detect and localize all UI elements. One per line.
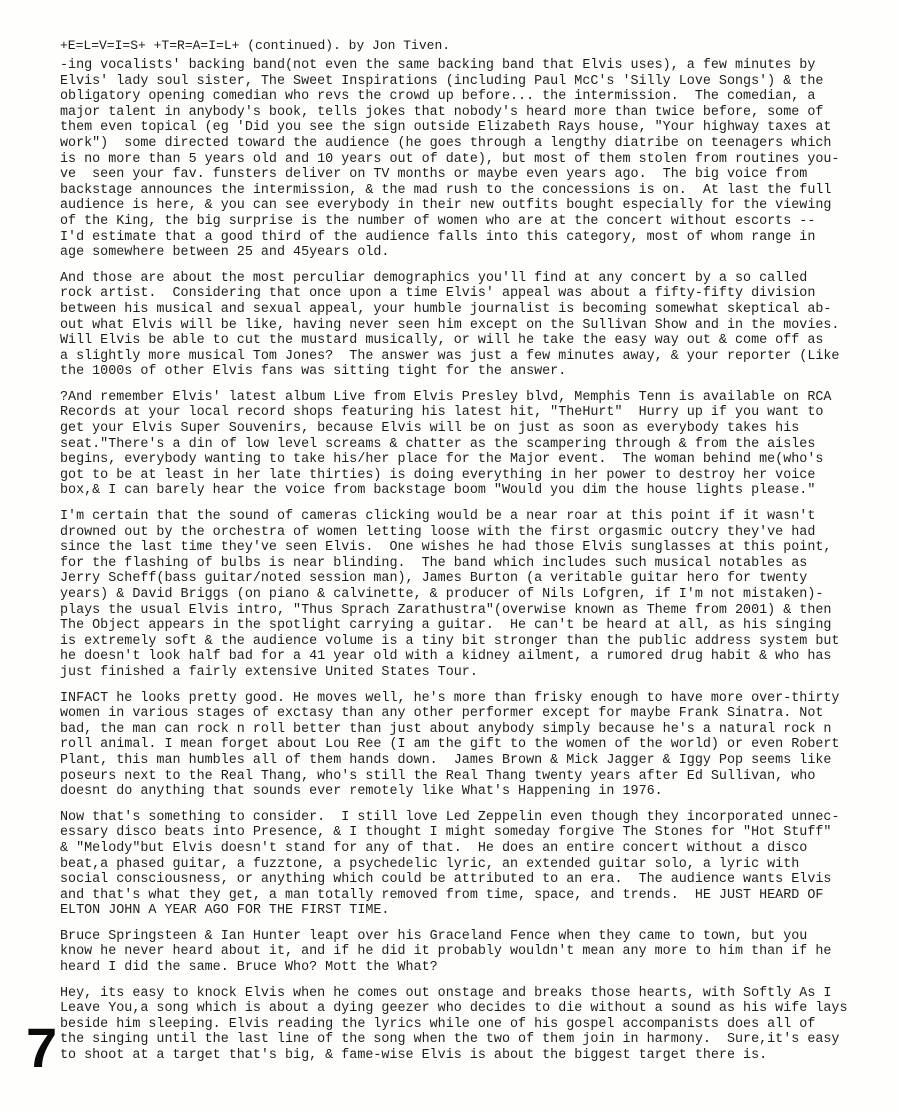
- article-paragraph: [60, 929, 840, 976]
- text-line: social consciousness, or anything which could be attributed to an era. The audience wants Elvis: [60, 872, 832, 888]
- text-line: women in various stages of exctasy than any other performer except for maybe Frank Sinatra. Not: [60, 706, 824, 722]
- text-line: Records at your local record shops featuring his latest hit, "TheHurt" Hurry up if you want to: [60, 405, 824, 421]
- text-line: I'm certain that the sound of cameras clicking would be a near roar at this point if it wasn't: [60, 509, 816, 525]
- text-line: audience is here, & you can see everybody in their new outfits bought especially for the viewing: [60, 198, 832, 214]
- text-line: them even topical (eg 'Did you see the sign outside Elizabeth Rays house, "Your highway taxes at: [60, 120, 832, 136]
- text-line: is extremely soft & the audience volume is a tiny bit stronger than the public address system but: [60, 633, 840, 649]
- text-line: to shoot at a target that's big, & fame-wise Elvis is about the biggest target there is.: [60, 1048, 768, 1064]
- text-line: he doesn't look half bad for a 41 year old with a kidney ailment, a rumored drug habit & who has: [60, 649, 832, 665]
- text-line: for the flashing of bulbs is near blinding. The band which includes such musical notables as: [60, 555, 808, 571]
- text-line: begins, everybody wanting to take his/her place for the Major event. The woman behind me(who's: [60, 452, 824, 468]
- text-line: obligatory opening comedian who revs the crowd up before... the intermission. The comedian, a: [60, 89, 816, 105]
- text-line: and that's what they get, a man totally removed from time, space, and trends. HE JUST HEARD OF: [60, 887, 824, 903]
- text-line: beside him sleeping. Elvis reading the lyrics while one of his gospel accompanists does all of: [60, 1016, 816, 1032]
- text-line: Will Elvis be able to cut the mustard musically, or will he take the easy way out & come off as: [60, 333, 824, 349]
- text-line: doesnt do anything that sounds ever remotely like What's Happening in 1976.: [60, 784, 663, 800]
- text-line: out what Elvis will be like, having never seen him except on the Sullivan Show and in the movies.: [60, 317, 840, 333]
- text-line: Jerry Scheff(bass guitar/noted session man), James Burton (a veritable guitar hero for twenty: [60, 571, 808, 587]
- article-paragraph: [60, 691, 840, 800]
- text-line: rock artist. Considering that once upon a time Elvis' appeal was about a fifty-fifty division: [60, 286, 816, 302]
- text-line: major talent in anybody's book, tells jokes that nobody's heard more than twice before, some of: [60, 104, 824, 120]
- article-paragraph: [60, 810, 840, 919]
- text-line: ELTON JOHN A YEAR AGO FOR THE FIRST TIME.: [60, 903, 390, 919]
- text-line: years) & David Briggs (on piano & calvinette, & producer of Nils Lofgren, if I'm not mistaken)-: [60, 587, 824, 602]
- text-line: Bruce Springsteen & Ian Hunter leapt over his Graceland Fence when they came to town, but you: [60, 928, 808, 944]
- text-line: essary disco beats into Presence, & I thought I might someday forgive The Stones for "Hot Stuff": [60, 825, 832, 841]
- text-line: just finished a fairly extensive United States Tour.: [60, 664, 478, 680]
- text-line: box,& I can barely hear the voice from backstage boom "Would you dim the house lights please.": [60, 483, 816, 499]
- text-line: beat,a phased guitar, a fuzztone, a psychedelic lyric, an extended guitar solo, a lyric with: [60, 856, 800, 872]
- text-line: ?And remember Elvis' latest album Live from Elvis Presley blvd, Memphis Tenn is available on RCA: [60, 389, 832, 405]
- text-line: poseurs next to the Real Thang, who's still the Real Thang twenty years after Ed Sullivan, who: [60, 768, 816, 784]
- text-line: Elvis' lady soul sister, The Sweet Inspirations (including Paul McC's 'Silly Love Songs') & the: [60, 73, 824, 89]
- text-line: a slightly more musical Tom Jones? The answer was just a few minutes away, & your reporter (Like: [60, 348, 840, 364]
- text-line: the 1000s of other Elvis fans was sitting tight for the answer.: [60, 364, 567, 380]
- text-line: get your Elvis Super Souvenirs, because Elvis will be on just as soon as everybody takes his: [60, 421, 800, 437]
- text-line: is no more than 5 years old and 10 years out of date), but most of them stolen from routines you-: [60, 151, 840, 167]
- text-line: since the last time they've seen Elvis. One wishes he had those Elvis sunglasses at this point,: [60, 540, 832, 556]
- article-paragraph: [60, 58, 840, 261]
- text-line: And those are about the most perculiar demographics you'll find at any concert by a so called: [60, 270, 808, 286]
- article-body: [60, 58, 848, 1074]
- text-line: & "Melody"but Elvis doesn't stand for any of that. He does an entire concert without a disco: [60, 840, 808, 856]
- text-line: INFACT he looks pretty good. He moves well, he's more than frisky enough to have more over-thirty: [60, 690, 840, 706]
- text-line: heard I did the same. Bruce Who? Mott the What?: [60, 960, 438, 976]
- article-paragraph: [60, 390, 840, 499]
- text-line: bad, the man can rock n roll better than just about anybody simply because he's a natural rock n: [60, 721, 832, 737]
- text-line: seat."There's a din of low level screams & chatter as the scampering through & from the aisles: [60, 436, 816, 452]
- text-line: Hey, its easy to knock Elvis when he comes out onstage and breaks those hearts, with Softly As I: [60, 985, 832, 1001]
- text-line: Plant, this man humbles all of them hands down. James Brown & Mick Jagger & Iggy Pop seems like: [60, 752, 832, 768]
- text-line: work") some directed toward the audience (he goes through a lengthy diatribe on teenagers which: [60, 135, 832, 151]
- text-line: Leave You,a song which is about a dying geezer who decides to die without a sound as his wife lays: [60, 1001, 848, 1017]
- text-line: backstage announces the intermission, & the mad rush to the concessions is on. At last the full: [60, 182, 832, 198]
- article-header: +E=L=V=I=S+ +T=R=A=I=L+ (continued). by Jon Tiven.: [60, 38, 451, 53]
- text-line: The Object appears in the spotlight carrying a guitar. He can't be heard at all, as his singing: [60, 618, 832, 634]
- text-line: between his musical and sexual appeal, your humble journalist is becoming somewhat skeptical ab-: [60, 301, 832, 317]
- text-line: Now that's something to consider. I still love Led Zeppelin even though they incorporated unnec-: [60, 809, 840, 825]
- text-line: I'd estimate that a good third of the audience falls into this category, most of whom range in: [60, 229, 816, 245]
- text-line: know he never heard about it, and if he did it probably wouldn't mean any more to him than if he: [60, 944, 832, 960]
- text-line: got to be at least in her late thirties) is doing everything in her power to destroy her voice: [60, 467, 816, 483]
- article-paragraph: [60, 985, 848, 1064]
- article-paragraph: [60, 509, 840, 681]
- text-line: ve seen your fav. funsters deliver on TV months or maybe even years ago. The big voice from: [60, 167, 808, 183]
- text-line: -ing vocalists' backing band(not even the same backing band that Elvis uses), a few minutes by: [60, 58, 816, 73]
- text-line: age somewhere between 25 and 45years old.: [60, 245, 390, 261]
- text-line: of the King, the big surprise is the number of women who are at the concert without escorts --: [60, 213, 816, 229]
- text-line: roll animal. I mean forget about Lou Ree (I am the gift to the women of the world) or even Robert: [60, 737, 840, 753]
- text-line: the singing until the last line of the song when the two of them join in harmony. Sure,it's easy: [60, 1032, 840, 1048]
- article-paragraph: [60, 271, 840, 380]
- page-number: 7: [26, 1016, 58, 1079]
- text-line: plays the usual Elvis intro, "Thus Sprach Zarathustra"(overwise known as Theme from 2001) & then: [60, 602, 832, 618]
- text-line: drowned out by the orchestra of women letting loose with the first orgasmic outcry they've had: [60, 524, 816, 540]
